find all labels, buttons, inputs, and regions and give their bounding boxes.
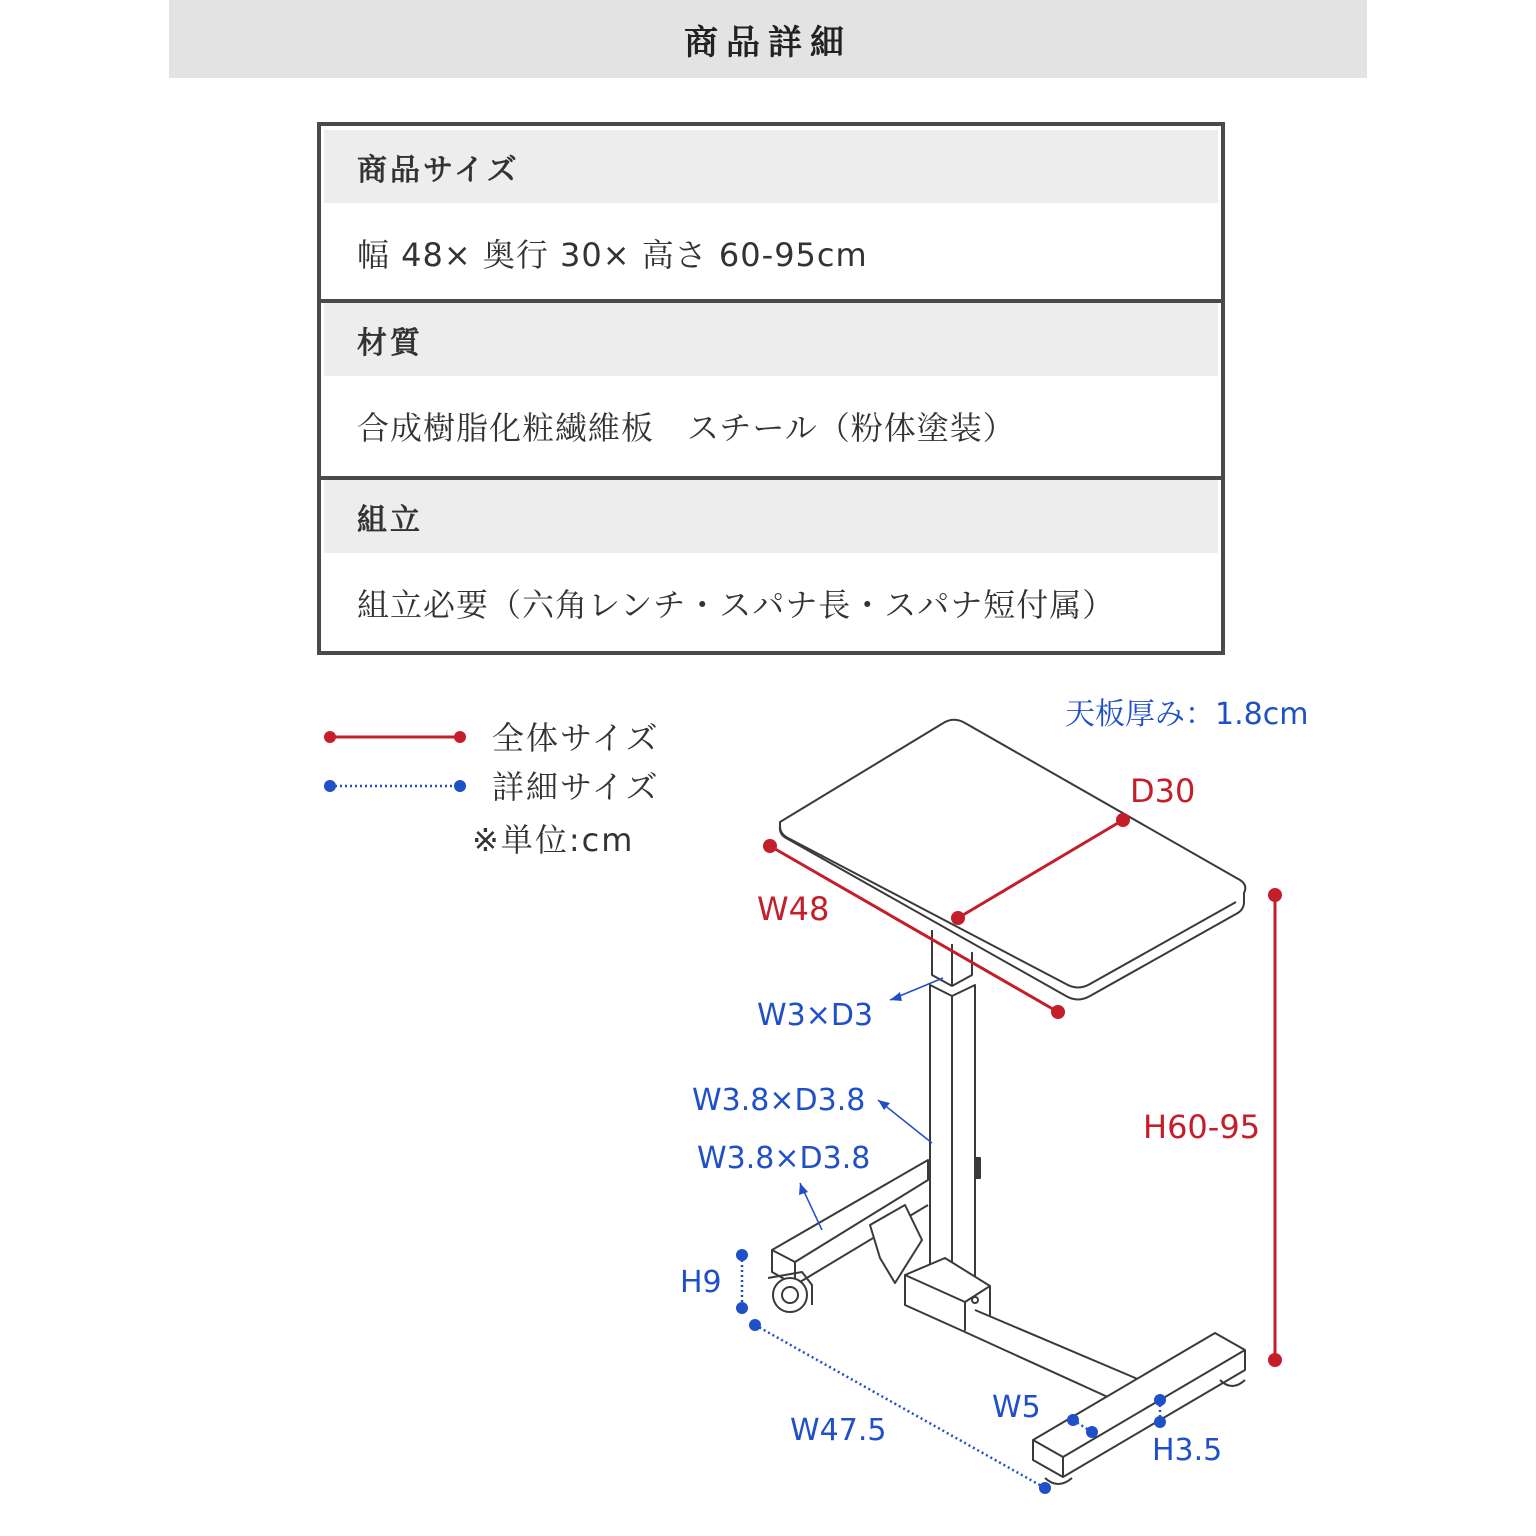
legend — [324, 719, 659, 859]
tabletop — [780, 720, 1245, 1000]
bolt-icon — [972, 1297, 978, 1303]
height-dot — [1268, 888, 1282, 902]
foot-width-dot — [1067, 1414, 1079, 1426]
foot-height-label: H3.5 — [1152, 1433, 1223, 1468]
unit-note: ※単位:cm — [472, 821, 635, 859]
depth-label: D30 — [1130, 772, 1196, 810]
arrow-icon — [799, 1183, 808, 1195]
arrow-icon — [890, 992, 902, 1001]
caster-height-dot — [736, 1302, 748, 1314]
spec-value-material: 合成樹脂化粧繊維板 スチール（粉体塗装） — [357, 409, 1016, 447]
legend-dot — [324, 731, 336, 743]
height-lever — [975, 1158, 980, 1178]
base-width-dot — [1039, 1482, 1051, 1494]
caster-height-label: H9 — [680, 1265, 722, 1300]
height-label: H60-95 — [1143, 1108, 1261, 1146]
depth-dot — [951, 911, 965, 925]
base-arm-right — [965, 1310, 1140, 1398]
spec-label-material: 材質 — [357, 325, 423, 361]
base-width-label: W47.5 — [790, 1413, 887, 1448]
legend-dot — [454, 780, 466, 792]
foot-height-dot — [1154, 1394, 1166, 1406]
caster-wheel-icon — [773, 1278, 807, 1312]
spec-value-size: 幅 48× 奥行 30× 高さ 60-95cm — [357, 236, 868, 274]
spec-label-size: 商品サイズ — [357, 152, 520, 188]
legend-detail-label: 詳細サイズ — [492, 768, 660, 806]
outer-pole-label: W3.8×D3.8 — [692, 1083, 866, 1118]
base-width-dot — [749, 1319, 761, 1331]
foot-height-dot — [1154, 1416, 1166, 1428]
width-dot — [763, 839, 777, 853]
base-arm-label: W3.8×D3.8 — [697, 1141, 871, 1176]
top-thickness-label: 天板厚み：1.8cm — [1065, 697, 1309, 732]
legend-dot — [454, 731, 466, 743]
width-dot — [1051, 1005, 1065, 1019]
width-label: W48 — [757, 890, 830, 928]
caster-height-dot — [736, 1249, 748, 1261]
page-title: 商品詳細 — [684, 22, 852, 63]
foot-width-label: W5 — [992, 1390, 1041, 1425]
foot-width-dot — [1086, 1426, 1098, 1438]
legend-dot — [324, 780, 336, 792]
spec-label-assembly: 組立 — [357, 502, 423, 538]
height-dot — [1268, 1353, 1282, 1367]
spec-value-assembly: 組立必要（六角レンチ・スパナ長・スパナ短付属） — [357, 586, 1116, 624]
legend-overall-label: 全体サイズ — [492, 719, 660, 757]
depth-dot — [1116, 813, 1130, 827]
inner-pole-label: W3×D3 — [757, 998, 874, 1033]
